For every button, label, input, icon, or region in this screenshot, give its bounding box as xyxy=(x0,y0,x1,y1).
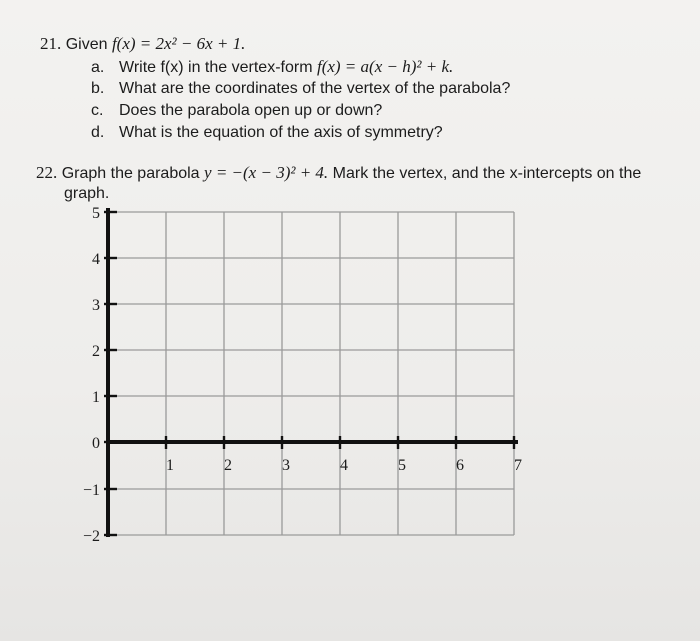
x-tick-label: 7 xyxy=(514,457,522,474)
q21-function: f(x) = 2x² − 6x + 1. xyxy=(111,34,246,53)
q21-number: 21. xyxy=(40,34,62,53)
q21-item-d-label: d. xyxy=(91,124,105,141)
y-tick-label: −1 xyxy=(82,482,100,499)
q21-intro: Given xyxy=(65,36,108,53)
q22-number: 22. xyxy=(36,163,58,182)
y-tick-label: 0 xyxy=(92,435,100,452)
x-tick-labels xyxy=(166,457,522,474)
q21-item-c-label: c. xyxy=(91,102,104,119)
q21-item-a-math: f(x) = a(x − h)² + k. xyxy=(316,57,454,76)
q21-item-a-label: a. xyxy=(91,59,105,76)
q21-item-d-text: What is the equation of the axis of symmetry? xyxy=(119,124,443,141)
q22-text-before: Graph the parabola xyxy=(61,165,200,182)
q21-item-b-label: b. xyxy=(91,80,105,97)
x-tick-label: 3 xyxy=(282,457,290,474)
q22-text-wrap: graph. xyxy=(64,185,110,202)
x-tick-label: 5 xyxy=(398,457,406,474)
q21-item-a-text: Write f(x) in the vertex-form xyxy=(119,59,313,76)
q21-item-c-text: Does the parabola open up or down? xyxy=(119,102,383,119)
grid-lines xyxy=(108,212,514,535)
y-tick-label: 3 xyxy=(92,297,100,314)
y-tick-label: −2 xyxy=(82,528,100,545)
x-tick-label: 6 xyxy=(456,457,464,474)
q21-item-b-text: What are the coordinates of the vertex of the parabola? xyxy=(119,80,511,97)
x-tick-label: 2 xyxy=(224,457,232,474)
x-tick-label: 1 xyxy=(166,457,174,474)
y-tick-label: 1 xyxy=(92,389,100,406)
y-tick-label: 5 xyxy=(92,205,100,222)
q22-text-after: Mark the vertex, and the x-intercepts on the xyxy=(332,165,642,182)
y-tick-label: 4 xyxy=(92,251,100,268)
q22-equation: y = −(x − 3)² + 4. xyxy=(204,163,329,182)
y-tick-labels xyxy=(83,205,100,545)
y-tick-label: 2 xyxy=(92,343,100,360)
x-tick-label: 4 xyxy=(340,457,348,474)
